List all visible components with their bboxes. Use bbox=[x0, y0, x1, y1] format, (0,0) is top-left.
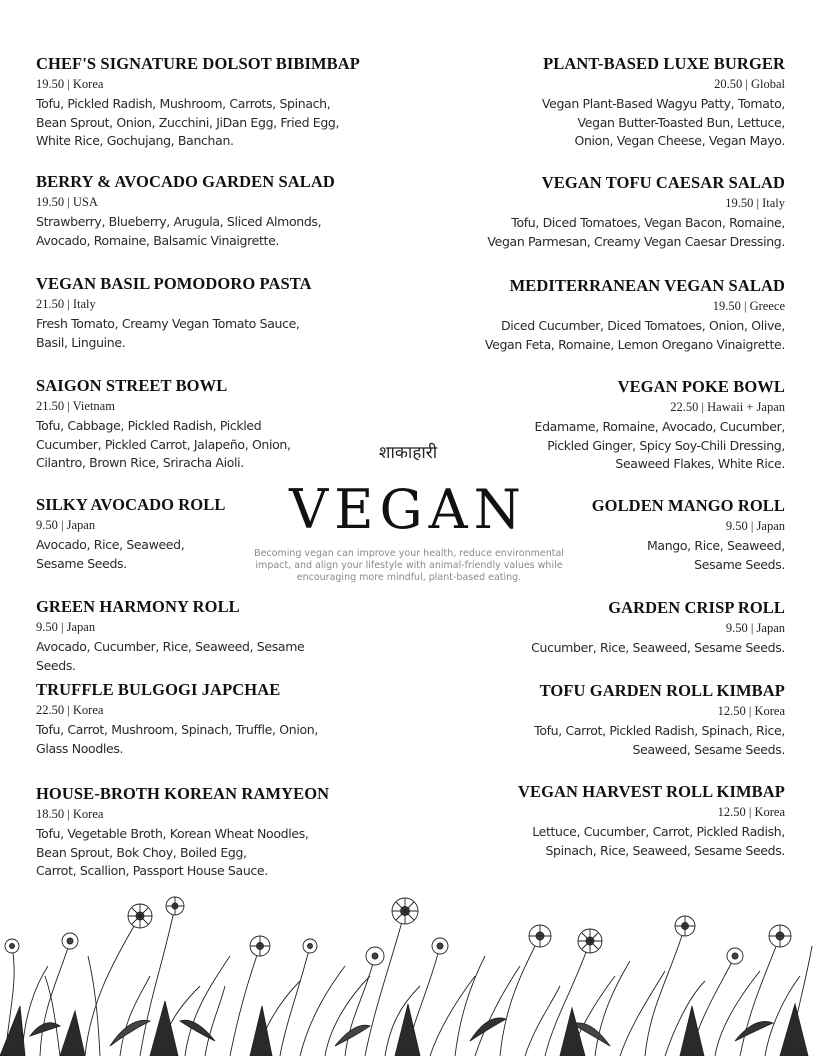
menu-item bbox=[440, 782, 785, 860]
dish-price-origin: 9.50 | Japan bbox=[725, 621, 785, 635]
dish-name: TOFU GARDEN ROLL KIMBAP bbox=[539, 681, 785, 700]
dish-description: Cucumber, Rice, Seaweed, Sesame Seeds. bbox=[531, 640, 785, 655]
dish-description: Tofu, Cabbage, Pickled Radish, Pickled Cucumber, Pickled Carrot, Jalapeño, Onion, Cilantro, Brown Rice, Sriracha Aioli. bbox=[36, 418, 291, 470]
dish-price-origin: 21.50 | Italy bbox=[36, 297, 96, 311]
menu-item bbox=[36, 172, 376, 250]
dish-description: Avocado, Cucumber, Rice, Seaweed, Sesame Seeds. bbox=[36, 639, 305, 673]
page-title: VEGAN bbox=[289, 478, 527, 541]
dish-description: Lettuce, Cucumber, Carrot, Pickled Radish, Spinach, Rice, Seaweed, Sesame Seeds. bbox=[532, 824, 785, 858]
dish-price-origin: 9.50 | Japan bbox=[36, 518, 96, 532]
dish-name: PLANT-BASED LUXE BURGER bbox=[543, 54, 785, 73]
menu-item bbox=[440, 173, 785, 251]
dish-description: Diced Cucumber, Diced Tomatoes, Onion, Olive, Vegan Feta, Romaine, Lemon Oregano Vinaigrette. bbox=[484, 318, 785, 352]
dish-price-origin: 18.50 | Korea bbox=[36, 807, 104, 821]
dish-price-origin: 22.50 | Hawaii + Japan bbox=[670, 400, 785, 414]
dish-description: Vegan Plant-Based Wagyu Patty, Tomato, Vegan Butter-Toasted Bun, Lettuce, Onion, Vegan Cheese, Vegan Mayo. bbox=[541, 96, 785, 148]
dish-name: TRUFFLE BULGOGI JAPCHAE bbox=[36, 680, 281, 699]
dish-price-origin: 9.50 | Japan bbox=[36, 620, 96, 634]
hindi-vegan-word: शाकाहारी bbox=[378, 443, 438, 463]
dish-description: Strawberry, Blueberry, Arugula, Sliced Almonds, Avocado, Romaine, Balsamic Vinaigrette. bbox=[36, 214, 322, 248]
menu-item bbox=[36, 274, 376, 352]
dish-price-origin: 19.50 | Italy bbox=[725, 196, 785, 210]
menu-item bbox=[440, 681, 785, 759]
wildflower-meadow-illustration bbox=[0, 886, 816, 1056]
dish-price-origin: 20.50 | Global bbox=[714, 77, 785, 91]
dish-description: Tofu, Carrot, Pickled Radish, Spinach, Rice, Seaweed, Sesame Seeds. bbox=[534, 723, 785, 757]
menu-item bbox=[440, 598, 785, 658]
menu-item bbox=[36, 54, 376, 151]
dish-name: VEGAN TOFU CAESAR SALAD bbox=[541, 173, 785, 192]
dish-description: Tofu, Carrot, Mushroom, Spinach, Truffle, Onion, Glass Noodles. bbox=[36, 722, 318, 756]
dish-price-origin: 22.50 | Korea bbox=[36, 703, 104, 717]
dish-name: BERRY & AVOCADO GARDEN SALAD bbox=[36, 172, 335, 191]
dish-name: SILKY AVOCADO ROLL bbox=[36, 495, 226, 514]
vegan-tagline: Becoming vegan can improve your health, reduce environmental impact, and align your lifestyle with animal-friendly values while encouraging more mindful, plant-based eating. bbox=[254, 548, 564, 583]
menu-item bbox=[36, 784, 376, 881]
menu-item bbox=[36, 680, 376, 758]
dish-description: Avocado, Rice, Seaweed, Sesame Seeds. bbox=[36, 537, 185, 571]
dish-price-origin: 19.50 | USA bbox=[36, 195, 98, 209]
dish-description: Tofu, Diced Tomatoes, Vegan Bacon, Romaine, Vegan Parmesan, Creamy Vegan Caesar Dressing. bbox=[487, 215, 785, 249]
dish-price-origin: 12.50 | Korea bbox=[717, 704, 785, 718]
dish-name: VEGAN POKE BOWL bbox=[617, 377, 785, 396]
dish-name: SAIGON STREET BOWL bbox=[36, 376, 228, 395]
dish-name: HOUSE-BROTH KOREAN RAMYEON bbox=[36, 784, 330, 803]
dish-price-origin: 9.50 | Japan bbox=[725, 519, 785, 533]
dish-name: VEGAN BASIL POMODORO PASTA bbox=[36, 274, 312, 293]
dish-price-origin: 19.50 | Korea bbox=[36, 77, 104, 91]
dish-description: Mango, Rice, Seaweed, Sesame Seeds. bbox=[646, 538, 785, 572]
dish-price-origin: 12.50 | Korea bbox=[717, 805, 785, 819]
dish-description: Fresh Tomato, Creamy Vegan Tomato Sauce, Basil, Linguine. bbox=[36, 316, 300, 350]
dish-description: Edamame, Romaine, Avocado, Cucumber, Pickled Ginger, Spicy Soy-Chili Dressing, Seaweed Flakes, White Rice. bbox=[534, 419, 785, 471]
dish-price-origin: 21.50 | Vietnam bbox=[36, 399, 115, 413]
dish-name: MEDITERRANEAN VEGAN SALAD bbox=[509, 276, 785, 295]
menu-item bbox=[440, 276, 785, 354]
dish-name: GREEN HARMONY ROLL bbox=[36, 597, 240, 616]
dish-description: Tofu, Pickled Radish, Mushroom, Carrots, Spinach, Bean Sprout, Onion, Zucchini, JiDan Egg, Fried Egg, White Rice, Gochujang, Banchan. bbox=[36, 96, 340, 148]
dish-name: VEGAN HARVEST ROLL KIMBAP bbox=[517, 782, 785, 801]
menu-item bbox=[440, 54, 785, 151]
menu-item bbox=[36, 597, 376, 675]
dish-name: CHEF'S SIGNATURE DOLSOT BIBIMBAP bbox=[36, 54, 360, 73]
menu-item bbox=[440, 377, 785, 474]
dish-name: GARDEN CRISP ROLL bbox=[608, 598, 785, 617]
dish-price-origin: 19.50 | Greece bbox=[712, 299, 785, 313]
menu-item bbox=[36, 376, 376, 473]
dish-name: GOLDEN MANGO ROLL bbox=[591, 496, 785, 515]
dish-description: Tofu, Vegetable Broth, Korean Wheat Noodles, Bean Sprout, Bok Choy, Boiled Egg, Carrot, Scallion, Passport House Sauce. bbox=[36, 826, 309, 878]
